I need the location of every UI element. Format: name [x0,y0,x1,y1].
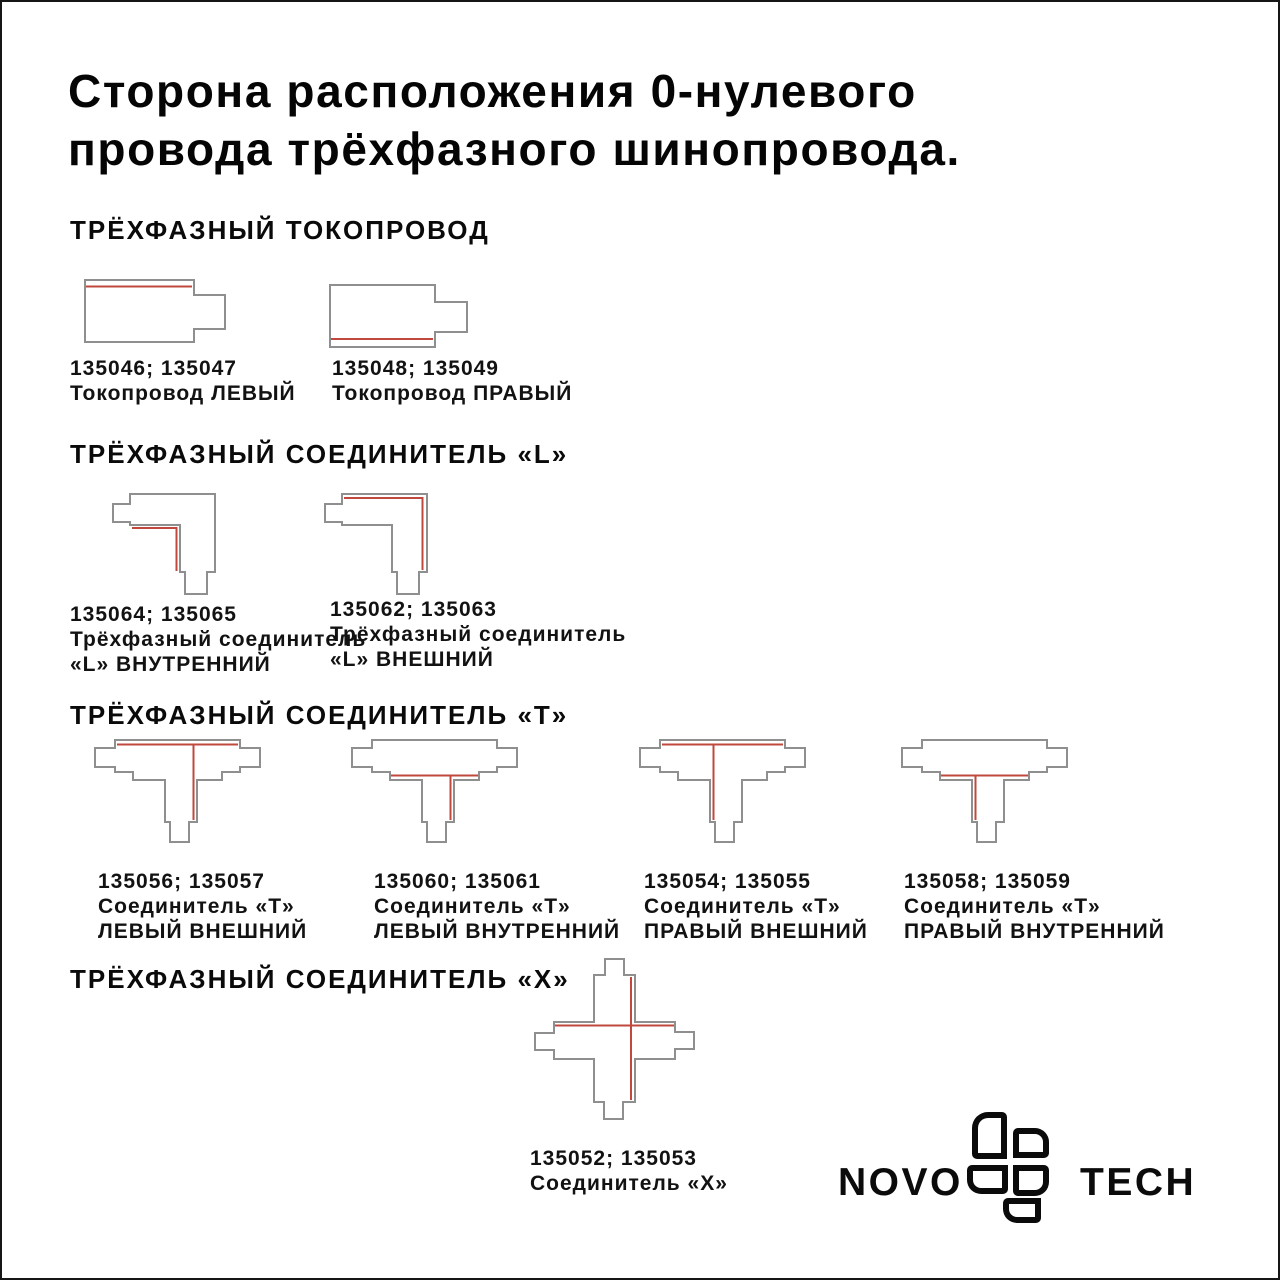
item-label [70,356,296,406]
connector-outline [902,740,1067,842]
item-codes: 135056; 135057 [98,870,265,893]
item-codes: 135048; 135049 [332,357,499,380]
connector-outline [640,740,805,842]
section-heading-connector-t: ТРЁХФАЗНЫЙ СОЕДИНИТЕЛЬ «Т» [70,700,569,730]
logo-text-tech: TECH [1080,1161,1197,1204]
item-label [330,597,626,672]
diagram-connector-t-left-inner [347,735,522,845]
item-label [644,869,868,944]
item-label [98,869,307,944]
item-codes: 135062; 135063 [330,598,497,621]
connector-outline [85,280,225,342]
item-name-line: Соединитель «Т» [904,895,1101,918]
item-label [904,869,1165,944]
connector-outline [352,740,517,842]
item-name-line: Токопровод ЛЕВЫЙ [70,382,296,405]
neutral-wire-line [555,977,674,1100]
section-heading-tokoprovod: ТРЁХФАЗНЫЙ ТОКОПРОВОД [70,215,490,245]
item-label [70,602,366,677]
neutral-wire-line [662,745,783,821]
section-heading-connector-x: ТРЁХФАЗНЫЙ СОЕДИНИТЕЛЬ «Х» [70,964,570,994]
item-name-line: Трёхфазный соединитель [70,628,367,651]
logo-petal-top-right [1013,1128,1049,1158]
page-title-line-1: Сторона расположения 0-нулевого [68,65,917,117]
item-codes: 135060; 135061 [374,870,541,893]
diagram-connector-t-right-outer [635,735,810,845]
connector-outline [330,285,467,347]
diagram-connector-t-right-inner [897,735,1072,845]
item-label [530,1146,728,1196]
logo-petal-top-left [972,1112,1007,1159]
diagram-connector-l-outer [324,493,430,596]
neutral-wire-line [117,745,238,821]
item-codes: 135046; 135047 [70,357,237,380]
logo-text-novo: NOVO [838,1161,963,1204]
item-name-line: «L» ВНУТРЕННИЙ [70,653,271,676]
logo-petal-bottom-right [1013,1165,1049,1196]
section-heading-connector-l: ТРЁХФАЗНЫЙ СОЕДИНИТЕЛЬ «L» [70,439,569,469]
item-label [374,869,620,944]
neutral-wire-line [941,776,1028,821]
item-name-line: Соединитель «Т» [644,895,841,918]
item-name-line: ЛЕВЫЙ ВНЕШНИЙ [98,920,308,943]
item-name-line: Соединитель «Т» [98,895,295,918]
item-name-line: Соединитель «Х» [530,1172,728,1195]
connector-outline [325,494,427,594]
logo-petal-left [967,1165,1008,1194]
connector-outline [535,959,694,1119]
item-name-line: Токопровод ПРАВЫЙ [332,382,573,405]
diagram-track-feed-right [329,284,469,349]
diagram-track-feed-left [84,279,227,344]
item-name-line: ПРАВЫЙ ВНЕШНИЙ [644,920,868,943]
neutral-wire-line [132,528,177,571]
connector-outline [113,494,215,594]
diagram-connector-l-inner [112,493,218,596]
item-name-line: Соединитель «Т» [374,895,571,918]
item-name-line: «L» ВНЕШНИЙ [330,648,494,671]
page-title-line-2: провода трёхфазного шинопровода. [68,123,961,175]
item-name-line: ПРАВЫЙ ВНУТРЕННИЙ [904,920,1165,943]
item-label [332,356,572,406]
item-codes: 135054; 135055 [644,870,811,893]
logo-petal-bottom [1003,1198,1041,1223]
item-codes: 135052; 135053 [530,1147,697,1170]
diagram-connector-x [533,957,696,1121]
item-codes: 135064; 135065 [70,603,237,626]
connector-outline [95,740,260,842]
neutral-wire-line [344,498,423,570]
item-name-line: ЛЕВЫЙ ВНУТРЕННИЙ [374,920,621,943]
diagram-connector-t-left-outer [90,735,265,845]
item-codes: 135058; 135059 [904,870,1071,893]
neutral-wire-line [391,776,478,821]
item-name-line: Трёхфазный соединитель [330,623,627,646]
page-title [68,62,961,178]
